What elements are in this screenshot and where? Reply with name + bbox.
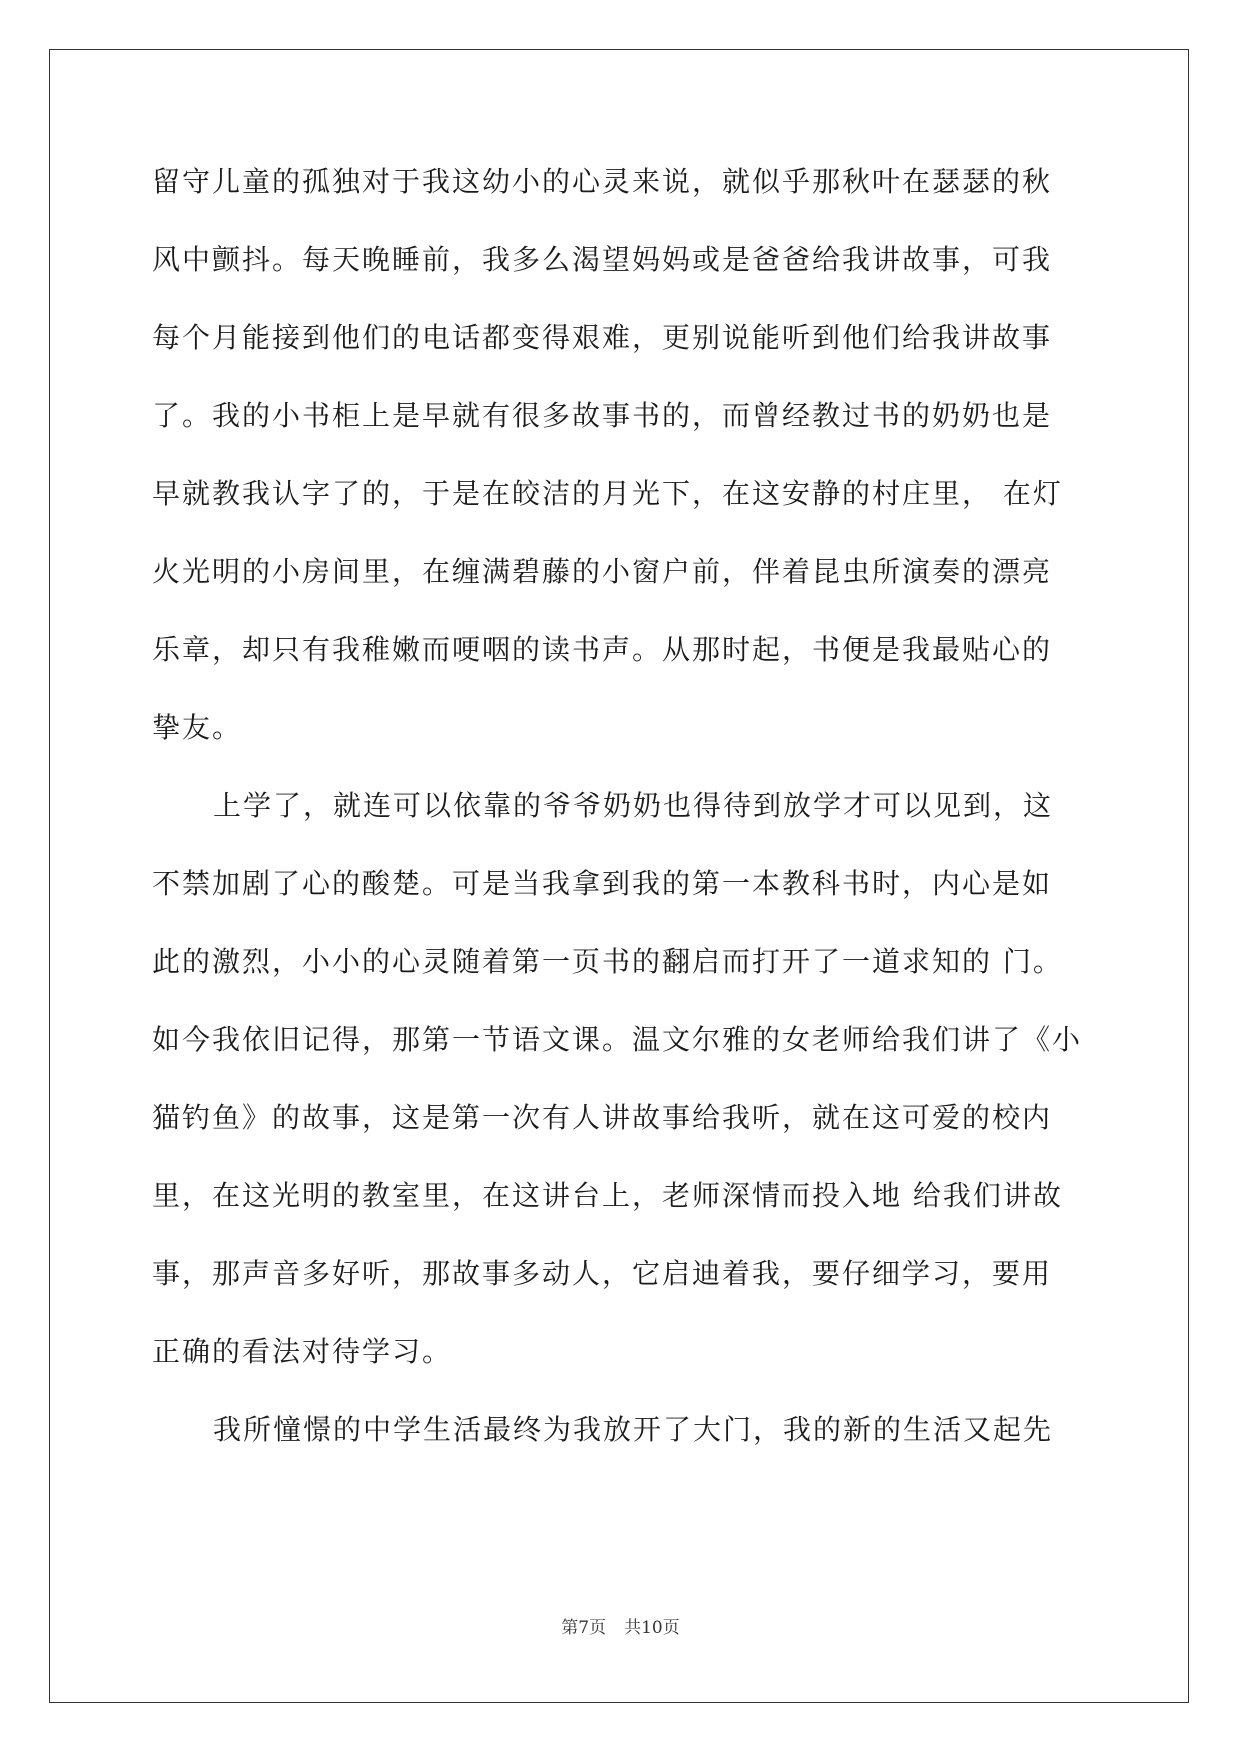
text-line: 正确的看法对待学习。 — [152, 1335, 453, 1368]
page-footer — [0, 1613, 1241, 1638]
text-line: 不禁加剧了心的酸楚。可是当我拿到我的第一本教科书时，内心是如 — [152, 867, 1053, 900]
text-line: 火光明的小房间里，在缠满碧藤的小窗户前，伴着昆虫所演奏的漂亮 — [152, 555, 1053, 588]
document-body — [152, 164, 1082, 1490]
page-total: 共10页 — [624, 1618, 680, 1638]
paragraph-first-line: 上学了，就连可以依靠的爷爷奶奶也得待到放学才可以见到，这 — [213, 789, 1054, 822]
text-line: 猫钓鱼》的故事，这是第一次有人讲故事给我听，就在这可爱的校内 — [152, 1101, 1053, 1134]
paragraph-first-line: 我所憧憬的中学生活最终为我放开了大门，我的新的生活又起先 — [213, 1413, 1054, 1446]
text-line: 每个月能接到他们的电话都变得艰难，更别说能听到他们给我讲故事 — [152, 321, 1053, 354]
text-line: 了。我的小书柜上是早就有很多故事书的，而曾经教过书的奶奶也是 — [152, 399, 1053, 432]
text-line: 早就教我认字了的，于是在皎洁的月光下，在这安静的村庄里， 在灯 — [152, 477, 1063, 510]
text-line: 如今我依旧记得，那第一节语文课。温文尔雅的女老师给我们讲了《小 — [152, 1023, 1083, 1056]
text-line: 此的激烈，小小的心灵随着第一页书的翻启而打开了一道求知的 门。 — [152, 945, 1063, 978]
page-number: 第7页 — [561, 1618, 607, 1638]
text-line: 挚友。 — [152, 711, 243, 744]
text-line: 事，那声音多好听，那故事多动人，它启迪着我，要仔细学习，要用 — [152, 1257, 1053, 1290]
text-line: 留守儿童的孤独对于我这幼小的心灵来说，就似乎那秋叶在瑟瑟的秋 — [152, 165, 1053, 198]
text-line: 风中颤抖。每天晚睡前，我多么渴望妈妈或是爸爸给我讲故事，可我 — [152, 243, 1053, 276]
text-line: 里，在这光明的教室里，在这讲台上，老师深情而投入地 给我们讲故 — [152, 1179, 1063, 1212]
text-line: 乐章，却只有我稚嫩而哽咽的读书声。从那时起，书便是我最贴心的 — [152, 633, 1053, 666]
